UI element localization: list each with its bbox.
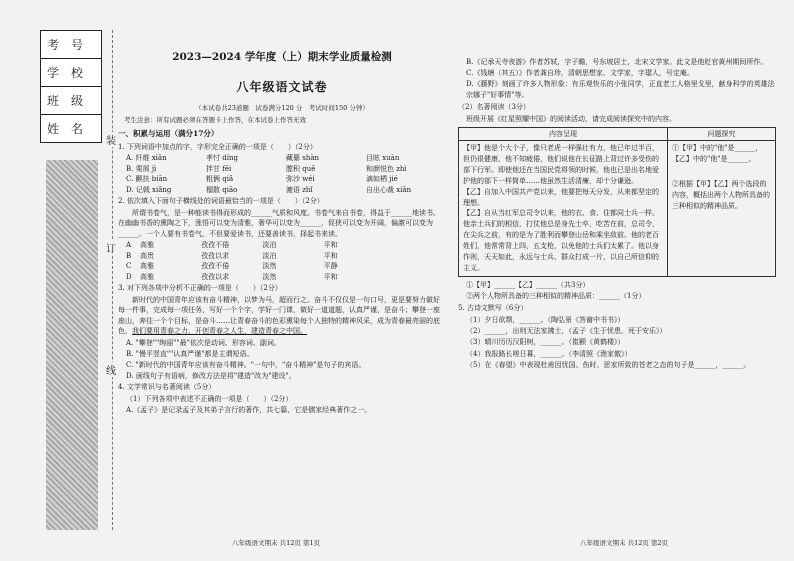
option-text: C.《钱塘（其五）》作者龚自珍，清朝思想家、文学家，字璱人，号定庵。 <box>466 68 694 77</box>
binding-mark: 装 <box>106 132 116 147</box>
option-text: A. "攀登""绚丽""最"依次是动词、形容词、副词。 <box>126 338 281 347</box>
option-text: 淡然 <box>262 272 277 281</box>
question-1-options <box>118 153 446 195</box>
excerpt-yi-b: 【乙】自从当红军总司令以来，他的衣、食、住都同士兵一样。他亲士兵们的相信，打仗他总是身先士卒，吃苦在前，总司令，在尖兵之前，有的是为了胜利而攀登山岳和乘坐敌前。他的老百姓们，他常常背上四，五支枪，以免他的士兵们太累了。他以身作则，天天如此，永远与士兵、群众打成一片，以自己所信仰的主义。 <box>463 209 659 272</box>
binding-line <box>112 30 113 530</box>
option-text: 高雅 <box>140 241 154 249</box>
option-text: B.《记承天寺夜游》作者苏轼，字子瞻，号东坡居士，北宋文学家。此文是他贬官黄州期间所作。 <box>466 57 768 66</box>
option-text: 平和 <box>323 272 338 281</box>
option-text: D.《藤野》刻画了许多人物形象：有乐观快乐的小张同学，正直老工人格里戈里，献身科学的英雄法宗娜子"好事情"等。 <box>466 80 775 100</box>
option-text: 自出心裁 xiǎn <box>366 185 412 194</box>
question-2: 2. 依次填入下面句子横线处的词语最恰当的一项是（ ）（2分） <box>118 197 324 205</box>
excerpt-yi-a: 【乙】自加入中国共产党以来，他要把每天分发，从来都坚定的理想。 <box>463 187 659 207</box>
exam-title: 2023—2024 学年度（上）期末学业质量检测 <box>172 51 392 63</box>
answer-line-2[interactable]: ②两个人物所具备的三种相似的精神品质：______（1分） <box>466 291 646 300</box>
option-text: 弥沙 wéi <box>286 175 315 183</box>
poem-blank[interactable]: （2）______，出则无法家拂士，（孟子《生于忧患，死于安乐》） <box>466 326 667 335</box>
hatched-margin <box>46 160 98 530</box>
option-text: A. 纤维 xiān <box>126 154 167 162</box>
option-text: 粗俩 qiǎ <box>206 175 234 183</box>
option-letter: D <box>126 272 132 281</box>
exam-info: （本试卷共23道题 试卷满分120 分 考试时间150 分钟） <box>195 103 369 112</box>
question-1: 1. 下列词语中加点的字，字形完全正确的一项是（ ）（2分） <box>118 142 317 151</box>
poem-blank[interactable]: （5）在《春望》中表现杜甫因忧国、伤时、思家所致的苍老之态的句子是______，______。 <box>466 360 751 369</box>
option-text: 淡泊 <box>262 251 277 260</box>
reading-table <box>458 127 776 277</box>
exam-subtitle: 八年级语文试卷 <box>236 79 328 94</box>
underlined-sentence: 我们要用青春之力，开创青春之人生，建造青春之中国。 <box>132 327 307 335</box>
option-text: D. 画线句子有语病，修改方法是将"建造"改为"建设"。 <box>126 371 296 380</box>
table-content-cell <box>459 141 668 276</box>
option-text: 孜孜不倦 <box>201 241 230 249</box>
option-text: 漉语 zhǐ <box>286 185 313 194</box>
option-text: 拌甘 fēi <box>206 164 232 173</box>
binding-label: 姓名 <box>40 114 102 143</box>
option-text: 榴散 qiāo <box>206 185 238 194</box>
question-3-passage <box>118 295 446 337</box>
table-question-cell <box>668 141 776 276</box>
option-letter: C <box>126 262 132 270</box>
option-text: 平和 <box>323 251 338 260</box>
option-text: 高雅 <box>140 272 154 281</box>
option-letter: A <box>126 241 132 249</box>
question-4-2: （2）名著阅读（3分） <box>458 102 530 111</box>
binding-label: 学校 <box>40 58 102 86</box>
option-text: 平和 <box>323 241 338 249</box>
question-5: 5. 古诗文默写（6分） <box>458 303 528 312</box>
option-text: 孜孜以求 <box>201 272 230 281</box>
question-3: 3. 对下列各项中分析不正确的一项是（ ）（2分） <box>118 284 282 292</box>
page-footer-right: 八年级语文期末 共12页 第2页 <box>580 539 669 547</box>
option-text: 藏纂 shàn <box>286 154 320 162</box>
binding-mark: 线 <box>106 362 116 377</box>
question-4-2-instructions: 班级开展《红星照耀中国》的阅读活动，请完成阅读探究中的内容。 <box>466 114 676 123</box>
option-text: 膛积 quē <box>286 164 316 173</box>
poem-blank[interactable]: （3）晴川历历汉阳树，______。（崔颢《黄鹤楼》） <box>466 338 625 347</box>
table-header: 内容呈现 <box>459 127 668 141</box>
option-text: 孜孜以求 <box>201 251 230 260</box>
option-text: A.《孟子》是记录孟子及其弟子言行的著作，共七篇，它是儒家经典著作之一。 <box>126 405 372 414</box>
binding-strip <box>40 30 102 143</box>
left-page <box>118 50 446 416</box>
option-text: C. 颤扶 biān <box>126 175 168 183</box>
option-text: 滴如栖 jié <box>366 175 398 183</box>
poem-blank[interactable]: （1）夕日欲颓，______。（陶弘景《答谢中书书》） <box>466 315 625 324</box>
binding-label: 班级 <box>40 86 102 114</box>
answer-line-1[interactable]: ①【甲】______【乙】______（共3分） <box>466 280 590 289</box>
option-text: 孝忖 díng <box>206 154 238 162</box>
option-text: 孜孜不倦 <box>201 262 230 270</box>
table-question-1: ①【甲】中的"他"是______，【乙】中的"他"是______。 <box>672 144 763 164</box>
right-page <box>458 56 776 371</box>
binding-mark: 订 <box>106 240 116 255</box>
option-text: 平静 <box>323 262 338 270</box>
option-letter: B <box>126 251 132 260</box>
question-2-options <box>118 240 446 282</box>
table-header: 问题探究 <box>668 127 776 141</box>
passage-text: 新时代的中国青年应该有奋斗精神，以梦为马，超而行之。奋斗不仅仅是一句口号，更是要努力做好每一件事，完成每一项任务，写好一个个字，学好一门课，做好一道道题，认真严谨，是奋斗；攀登一座座山，奔往一个个目标，是奋斗……让青春奋斗的色彩熏染每个人独特的精神风采，成为青春最亮丽的底色， <box>118 295 440 335</box>
option-text: 淡泊 <box>262 241 277 249</box>
excerpt-jia: 【甲】他是个大个子，像只老虎一样强壮有力，他已年过半百，但仍很健康，他不知疲倦，他们说他在长征路上背过许多受伤的部下行军。即使他还在当国民党将领的时候，他也已是出名地爱护他的部下一样简单……他虽然生活清廉，却十分谦逊。 <box>463 144 659 185</box>
exam-notice: 考生注意：所有试题必须在答题卡上作答，在本试卷上作答无效 <box>124 115 306 124</box>
option-text: 淡然 <box>262 262 277 270</box>
page-footer-left: 八年级语文期末 共12页 第1页 <box>232 539 321 547</box>
option-text: D. 记戟 xiǎng <box>126 185 172 194</box>
table-question-2: ②根据【甲】【乙】两个选段的内容，概括出两个人物所具备的三种相似的精神品质。 <box>672 180 770 210</box>
question-4-1: （1）下列各项中表述不正确的一项是（ ）（2分） <box>126 394 293 403</box>
option-text: B. 栗屑 jì <box>126 164 157 173</box>
option-text: 高贵 <box>140 251 154 260</box>
binding-label: 考号 <box>40 30 102 58</box>
option-text: B. "慢平竖直""认真严谨"都是主谓短语。 <box>126 349 254 358</box>
section-heading: 一、积累与运用（满分17分） <box>118 129 219 139</box>
question-2-passage: 所谓书卷气，是一种能读书得而形成的______气质和风度。书卷气来自书卷，得益于______地读书。在幽幽书香的熏陶之下，涨悟可以变为清雅，奢华可以变为______，促狭可以变为开阔，偏激可以变为______。一个人要有书卷气，不但要爱读书，还要善读书，择起书来读。 <box>118 208 440 238</box>
option-text: 和颜悦色 zhì <box>366 164 407 173</box>
question-4: 4. 文学常识与名著阅读（5分） <box>118 383 216 391</box>
option-text: 目眩 xuàn <box>366 154 400 162</box>
option-text: C. "新时代的中国青年应该有奋斗精神。"一句中，"奋斗精神"是句子的宾语。 <box>126 360 366 369</box>
option-text: 高雅 <box>140 262 154 270</box>
poem-blank[interactable]: （4）我报路长嗟日暮，______。（李清照《渔家傲》） <box>466 349 632 358</box>
